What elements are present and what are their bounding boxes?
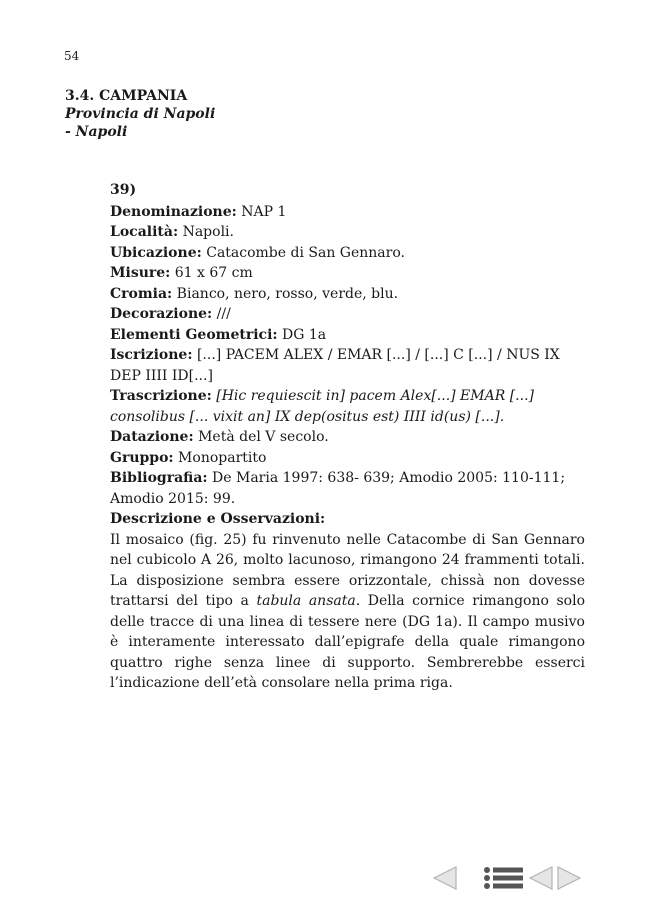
field-label: Decorazione: (110, 306, 213, 322)
field-label: Trascrizione: (110, 388, 212, 404)
field-label: Datazione: (110, 429, 194, 445)
field-label: Bibliografia: (110, 470, 208, 486)
field-datazione (110, 427, 585, 448)
province-title: Provincia di Napoli (65, 106, 216, 122)
field-misure (110, 263, 585, 284)
description-part: . Della cornice rimangono solo delle tracce di una linea di tessere nere (DG 1a). Il campo musivo è interamente interessato dall’epigrafe della quale rimangono quattro righe senza linee di supporto. Sembrerebbe esserci l’indicazione dell’età consolare nella prima riga. (110, 593, 586, 691)
city-title: - Napoli (65, 124, 128, 140)
field-cromia (110, 284, 585, 305)
field-label: Ubicazione: (110, 244, 202, 261)
field-value: /// (212, 306, 231, 322)
field-value: Catacombe di San Gennaro. (201, 244, 405, 261)
field-label: Iscrizione: (110, 347, 193, 363)
field-label: Denominazione: (110, 203, 237, 220)
field-denominazione (110, 202, 585, 223)
field-label: Gruppo: (110, 449, 174, 466)
field-value: Monopartito (173, 449, 267, 466)
field-trascrizione (110, 386, 585, 427)
description-italic-term: tabula ansata (256, 593, 356, 609)
field-localita (110, 222, 585, 243)
field-value: [...] PACEM ALEX / EMAR [...] / [...] C [...] / NUS IX DEP IIII ID[...] (110, 347, 560, 384)
next-page-icon[interactable] (556, 866, 582, 890)
section-header (65, 87, 215, 141)
field-label: Località: (110, 224, 179, 240)
field-label: Cromia: (110, 285, 173, 302)
first-page-icon[interactable] (432, 866, 458, 890)
field-value: [Hic requiescit in] pacem Alex[...] EMAR [...] consolibus [... vixit an] IX dep(ositus est) IIII id(us) [...]. (110, 388, 534, 425)
field-value: 61 x 67 cm (170, 265, 253, 281)
field-label: Elementi Geometrici: (110, 326, 278, 343)
description-label: Descrizione e Osservazioni: (110, 511, 326, 527)
catalog-entry (110, 180, 585, 694)
field-value: NAP 1 (236, 203, 287, 220)
field-value: Napoli. (178, 224, 234, 240)
description-heading (110, 509, 585, 530)
field-gruppo (110, 448, 585, 469)
table-of-contents-icon[interactable] (483, 866, 525, 890)
field-iscrizione (110, 345, 585, 386)
field-value: Bianco, nero, rosso, verde, blu. (172, 285, 399, 302)
description-part: Il mosaico (fig. 25) fu rinvenuto nelle Catacombe di San Gennaro nel cubicolo A 26, molto lacunoso, rimangono 24 frammenti totali. La disposizione sembra essere orizzontale, chissà non dovesse trattarsi del tipo a (110, 531, 585, 609)
page-number: 54 (64, 49, 80, 63)
field-label: Misure: (110, 265, 171, 281)
entry-number: 39) (110, 182, 137, 198)
description-text (110, 530, 585, 694)
previous-page-icon[interactable] (528, 866, 554, 890)
section-title: 3.4. CAMPANIA (65, 88, 188, 104)
field-value: Metà del V secolo. (193, 429, 329, 445)
field-decorazione (110, 304, 585, 325)
field-ubicazione (110, 243, 585, 264)
field-value: De Maria 1997: 638- 639; Amodio 2005: 110-111; Amodio 2015: 99. (110, 470, 566, 507)
field-elementi-geometrici (110, 325, 585, 346)
field-value: DG 1a (277, 326, 327, 343)
field-bibliografia (110, 468, 585, 509)
